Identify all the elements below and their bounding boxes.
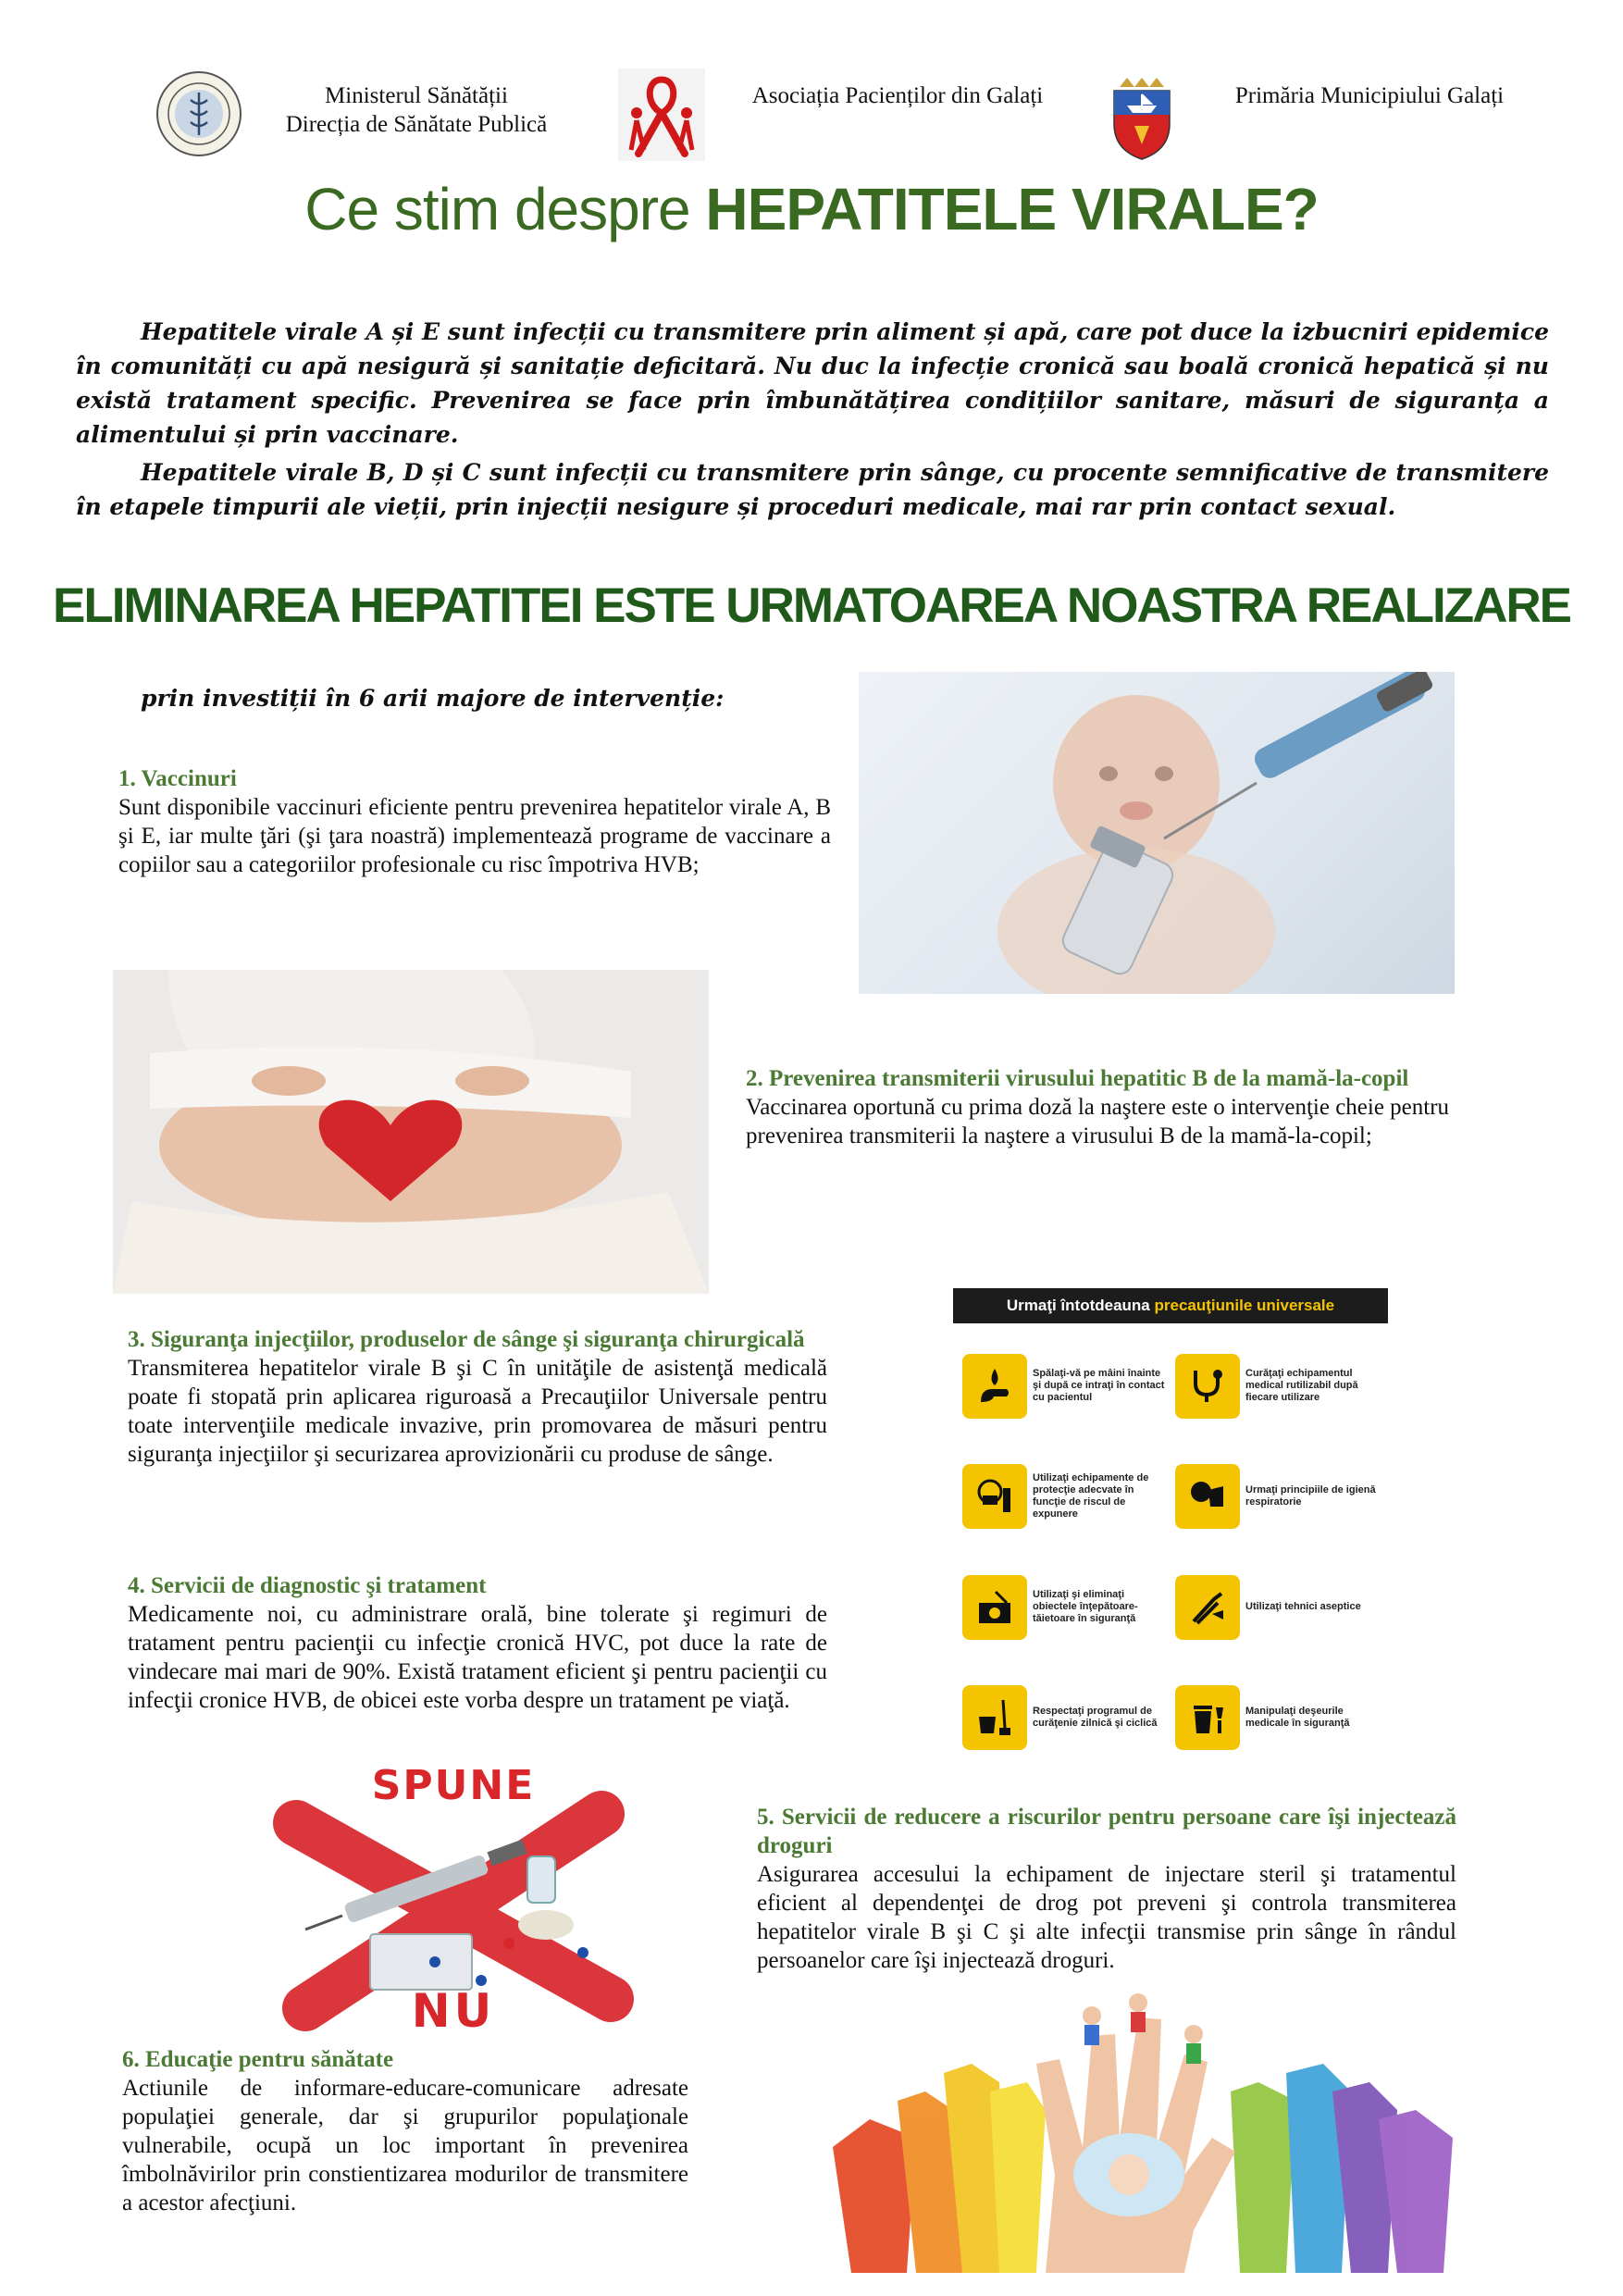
precaution-text: Utilizaţi echipamente de protecţie adecvate în funcţie de riscul de expunere bbox=[1033, 1472, 1149, 1520]
precaution-text: Manipulaţi deşeurile medicale în siguranţă bbox=[1245, 1706, 1350, 1730]
precaution-text: Urmaţi principiile de igienă respiratorie bbox=[1245, 1484, 1376, 1508]
section-injection-safety bbox=[128, 1325, 827, 1469]
precaution-text: Curăţaţi echipamentul medical rutilizabil după fiecare utilizare bbox=[1245, 1368, 1358, 1404]
ministry-logo bbox=[155, 70, 242, 157]
precaution-text: Respectaţi programul de curăţenie zilnică şi ciclică bbox=[1033, 1706, 1158, 1730]
section-title: 1. Vaccinuri bbox=[118, 766, 237, 791]
section-title: 4. Servicii de diagnostic şi tratament bbox=[128, 1573, 487, 1598]
precautions-grid bbox=[962, 1334, 1381, 1769]
section-vaccines bbox=[118, 764, 831, 879]
cleaning-bucket-icon bbox=[973, 1696, 1016, 1739]
hand-washing-icon bbox=[973, 1365, 1016, 1408]
baby-and-syringe-photo bbox=[859, 672, 1455, 994]
raised-painted-hands-photo bbox=[814, 1990, 1462, 2273]
interventions-subtitle: prin investiții în 6 arii majore de intervenție: bbox=[141, 685, 725, 712]
pregnant-belly-heart-photo bbox=[113, 970, 709, 1294]
section-body: Asigurarea accesului la echipament de injectare steril şi tratamentul eficient al dependenţei de drog pot preveni şi controla transmiterea hepatitelor virale B şi C şi alte infecţii transmise prin sânge în rândul persoanelor care îşi injectează droguri. bbox=[757, 1862, 1456, 1973]
section-harm-reduction bbox=[757, 1803, 1456, 1975]
section-body: Sunt disponibile vaccinuri eficiente pentru prevenirea hepatitelor virale A, B şi E, iar multe ţări (şi ţara noastră) implementează programe de vaccinare a copiilor sau a categoriilor profesionale cu risc împotriva HVB; bbox=[118, 795, 831, 877]
tweezers-icon bbox=[1186, 1586, 1229, 1629]
precaution-item bbox=[962, 1334, 1168, 1438]
page-title-prefix: Ce stim despre bbox=[304, 176, 706, 242]
section-mother-to-child bbox=[746, 1064, 1453, 1150]
section-diagnosis-treatment bbox=[128, 1571, 827, 1715]
page-title-emphasis: HEPATITELE VIRALE? bbox=[705, 176, 1319, 242]
public-health-directorate: Direcția de Sănătate Publică bbox=[285, 112, 548, 137]
city-hall-name: Primăria Municipiului Galați bbox=[1234, 83, 1505, 108]
say-no-to-drugs-graphic bbox=[268, 1768, 638, 2036]
precaution-item bbox=[1175, 1556, 1381, 1659]
patients-association-name: Asociația Pacienților din Galați bbox=[751, 83, 1044, 108]
protective-mask-icon bbox=[973, 1475, 1016, 1518]
poster-heading-part1: Urmaţi întotdeauna bbox=[1006, 1297, 1155, 1314]
section-body: Actiunile de informare-educare-comunicare adresate populaţiei generale, dar şi grupurilor populaţionale vulnerabile, ocupă un loc important în prevenirea îmbolnăvirilor prin constientizarea modurilor de transmitere a acestor afecţiuni. bbox=[122, 2076, 688, 2215]
precaution-item bbox=[1175, 1667, 1381, 1770]
poster-header bbox=[953, 1288, 1388, 1323]
section-body: Vaccinarea oportună cu prima doză la naştere este o intervenţie cheie pentru prevenirea transmiterii la naştere a virusului B de la mamă-la-copil; bbox=[746, 1095, 1450, 1148]
universal-precautions-poster bbox=[953, 1288, 1388, 1775]
stethoscope-icon bbox=[1186, 1365, 1229, 1408]
precaution-item bbox=[1175, 1446, 1381, 1549]
precaution-text: Spălaţi-vă pe mâini înainte şi după ce intraţi în contact cu pacientul bbox=[1033, 1368, 1165, 1404]
section-body: Medicamente noi, cu administrare orală, bine tolerate şi regimuri de tratament pentru pacienţii cu infecţie cronică HVC, pot duce la rate de vindecare mai mari de 90%. Există tratament eficient şi pentru pacienţii cu infecţii cronice HVB, de obicei este vorba despre un tratament pe viaţă. bbox=[128, 1602, 827, 1713]
intro-paragraph-food-water: Hepatitele virale A și E sunt infecții cu transmitere prin aliment și apă, care pot duce la izbucniri epidemice în comunități cu apă nesigură și sanitație deficitară. Nu duc la infecție cronică sau boală cronică hepatică și nu există tratament specific. Prevenirea se face prin îmbunătățirea condițiilor sanitare, măsuri de siguranța a alimentului și prin vaccinare. bbox=[76, 318, 1549, 448]
precaution-item bbox=[962, 1667, 1168, 1770]
section-title: 2. Prevenirea transmiterii virusului hepatitic B de la mamă-la-copil bbox=[746, 1066, 1409, 1091]
section-title: 6. Educaţie pentru sănătate bbox=[122, 2047, 394, 2072]
section-health-education bbox=[122, 2045, 688, 2217]
section-title: 3. Siguranţa injecţiilor, produselor de sânge şi siguranţa chirurgicală bbox=[128, 1327, 805, 1352]
waste-bin-icon bbox=[1186, 1696, 1229, 1739]
cough-hand-icon bbox=[1186, 1475, 1229, 1518]
precaution-item bbox=[962, 1446, 1168, 1549]
poster-heading-part2: precauţiunile universale bbox=[1154, 1297, 1335, 1314]
red-ribbon-icon bbox=[618, 68, 705, 161]
section-body: Transmiterea hepatitelor virale B şi C în unităţile de asistenţă medicală poate fi stopată prin aplicarea riguroasă a Precauţiilor Universale pentru toate intervenţiile medicale invazive, prin promovarea de măsuri pentru siguranţa injecţiilor şi securizarea aprovizionării cu produse de sânge. bbox=[128, 1356, 827, 1467]
elimination-banner: ELIMINAREA HEPATITEI ESTE URMATOAREA NOASTRA REALIZARE bbox=[52, 578, 1571, 633]
sharps-container-icon bbox=[973, 1586, 1016, 1629]
say-no-top-text: SPUNE bbox=[371, 1768, 536, 1809]
galati-city-hall-logo bbox=[1107, 74, 1177, 161]
precaution-item bbox=[1175, 1334, 1381, 1438]
ministry-seal-icon bbox=[155, 70, 242, 157]
precaution-item bbox=[962, 1556, 1168, 1659]
section-title: 5. Servicii de reducere a riscurilor pentru persoane care îşi injectează droguri bbox=[757, 1805, 1456, 1858]
page-title bbox=[0, 172, 1623, 246]
galati-coat-of-arms-icon bbox=[1107, 74, 1177, 161]
patients-association-logo bbox=[618, 68, 705, 161]
say-no-bottom-text: NU bbox=[411, 1984, 496, 2036]
precaution-text: Utilizaţi şi eliminaţi obiectele înţepătoare-tăietoare în siguranţă bbox=[1033, 1589, 1138, 1625]
ministry-name: Ministerul Sănătății bbox=[325, 83, 508, 108]
precaution-text: Utilizaţi tehnici aseptice bbox=[1245, 1601, 1361, 1613]
intro-paragraph-blood: Hepatitele virale B, D și C sunt infecții cu transmitere prin sânge, cu procente semnificative de transmitere în etapele timpurii ale vieții, prin injecții nesigure și proceduri medicale, mai rar prin contact sexual. bbox=[76, 459, 1549, 520]
